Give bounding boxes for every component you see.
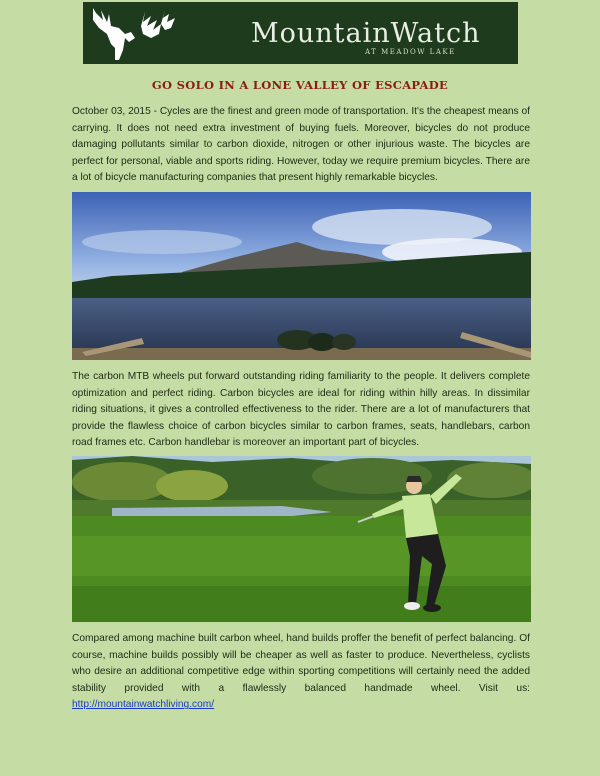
paragraph-3-text: Compared among machine built carbon wheel, hand builds proffer the benefit of perfect balancing. Of course, machine builds possibly will be cheaper as well as faster to produce. Nevertheless, cyclists who desire an additional competitive edge within sporting competitions will certainly need the added stability provided with a flawlessly balanced handmade wheel. Visit us: [72,633,530,694]
golf-photo [72,456,531,622]
article-paragraph-1: October 03, 2015 - Cycles are the finest and green mode of transportation. It's the cheapest means of carrying. It does not need extra investment of buying fuels. Moreover, bicycles do not produce damaging pollutants similar to carbon dioxide, nitrogen or other injurious waste. The bicycles are perfect for personal, viable and sports riding. However, today we require premium bicycles. There are a lot of bicycle manufacturing companies that present highly remarkable bicycles. [72,106,530,184]
article-title: GO SOLO IN A LONE VALLEY OF ESCAPADE [151,78,449,92]
website-link[interactable]: http://mountainwatchliving.com/ [72,699,215,711]
moose-logo-icon [85,4,185,62]
article-paragraph-2: The carbon MTB wheels put forward outstanding riding familiarity to the people. It delivers complete optimization and perfect riding. Carbon bicycles are ideal for riding within hilly areas. In dissimilar riding situations, it gives a controlled effectiveness to the rider. There are a lot of manufacturers that provide the flawless choice of carbon bicycles similar to carbon frames, seats, handlebars, carbon road frames etc. Carbon handlebar is moreover an important part of bicycles. [72,371,530,449]
article-paragraph-3 [72,631,530,714]
logo-subtext: AT MEADOW LAKE [365,48,456,56]
header-banner [83,2,518,64]
lake-photo [72,192,531,360]
logo-text: MountainWatch [251,18,481,49]
